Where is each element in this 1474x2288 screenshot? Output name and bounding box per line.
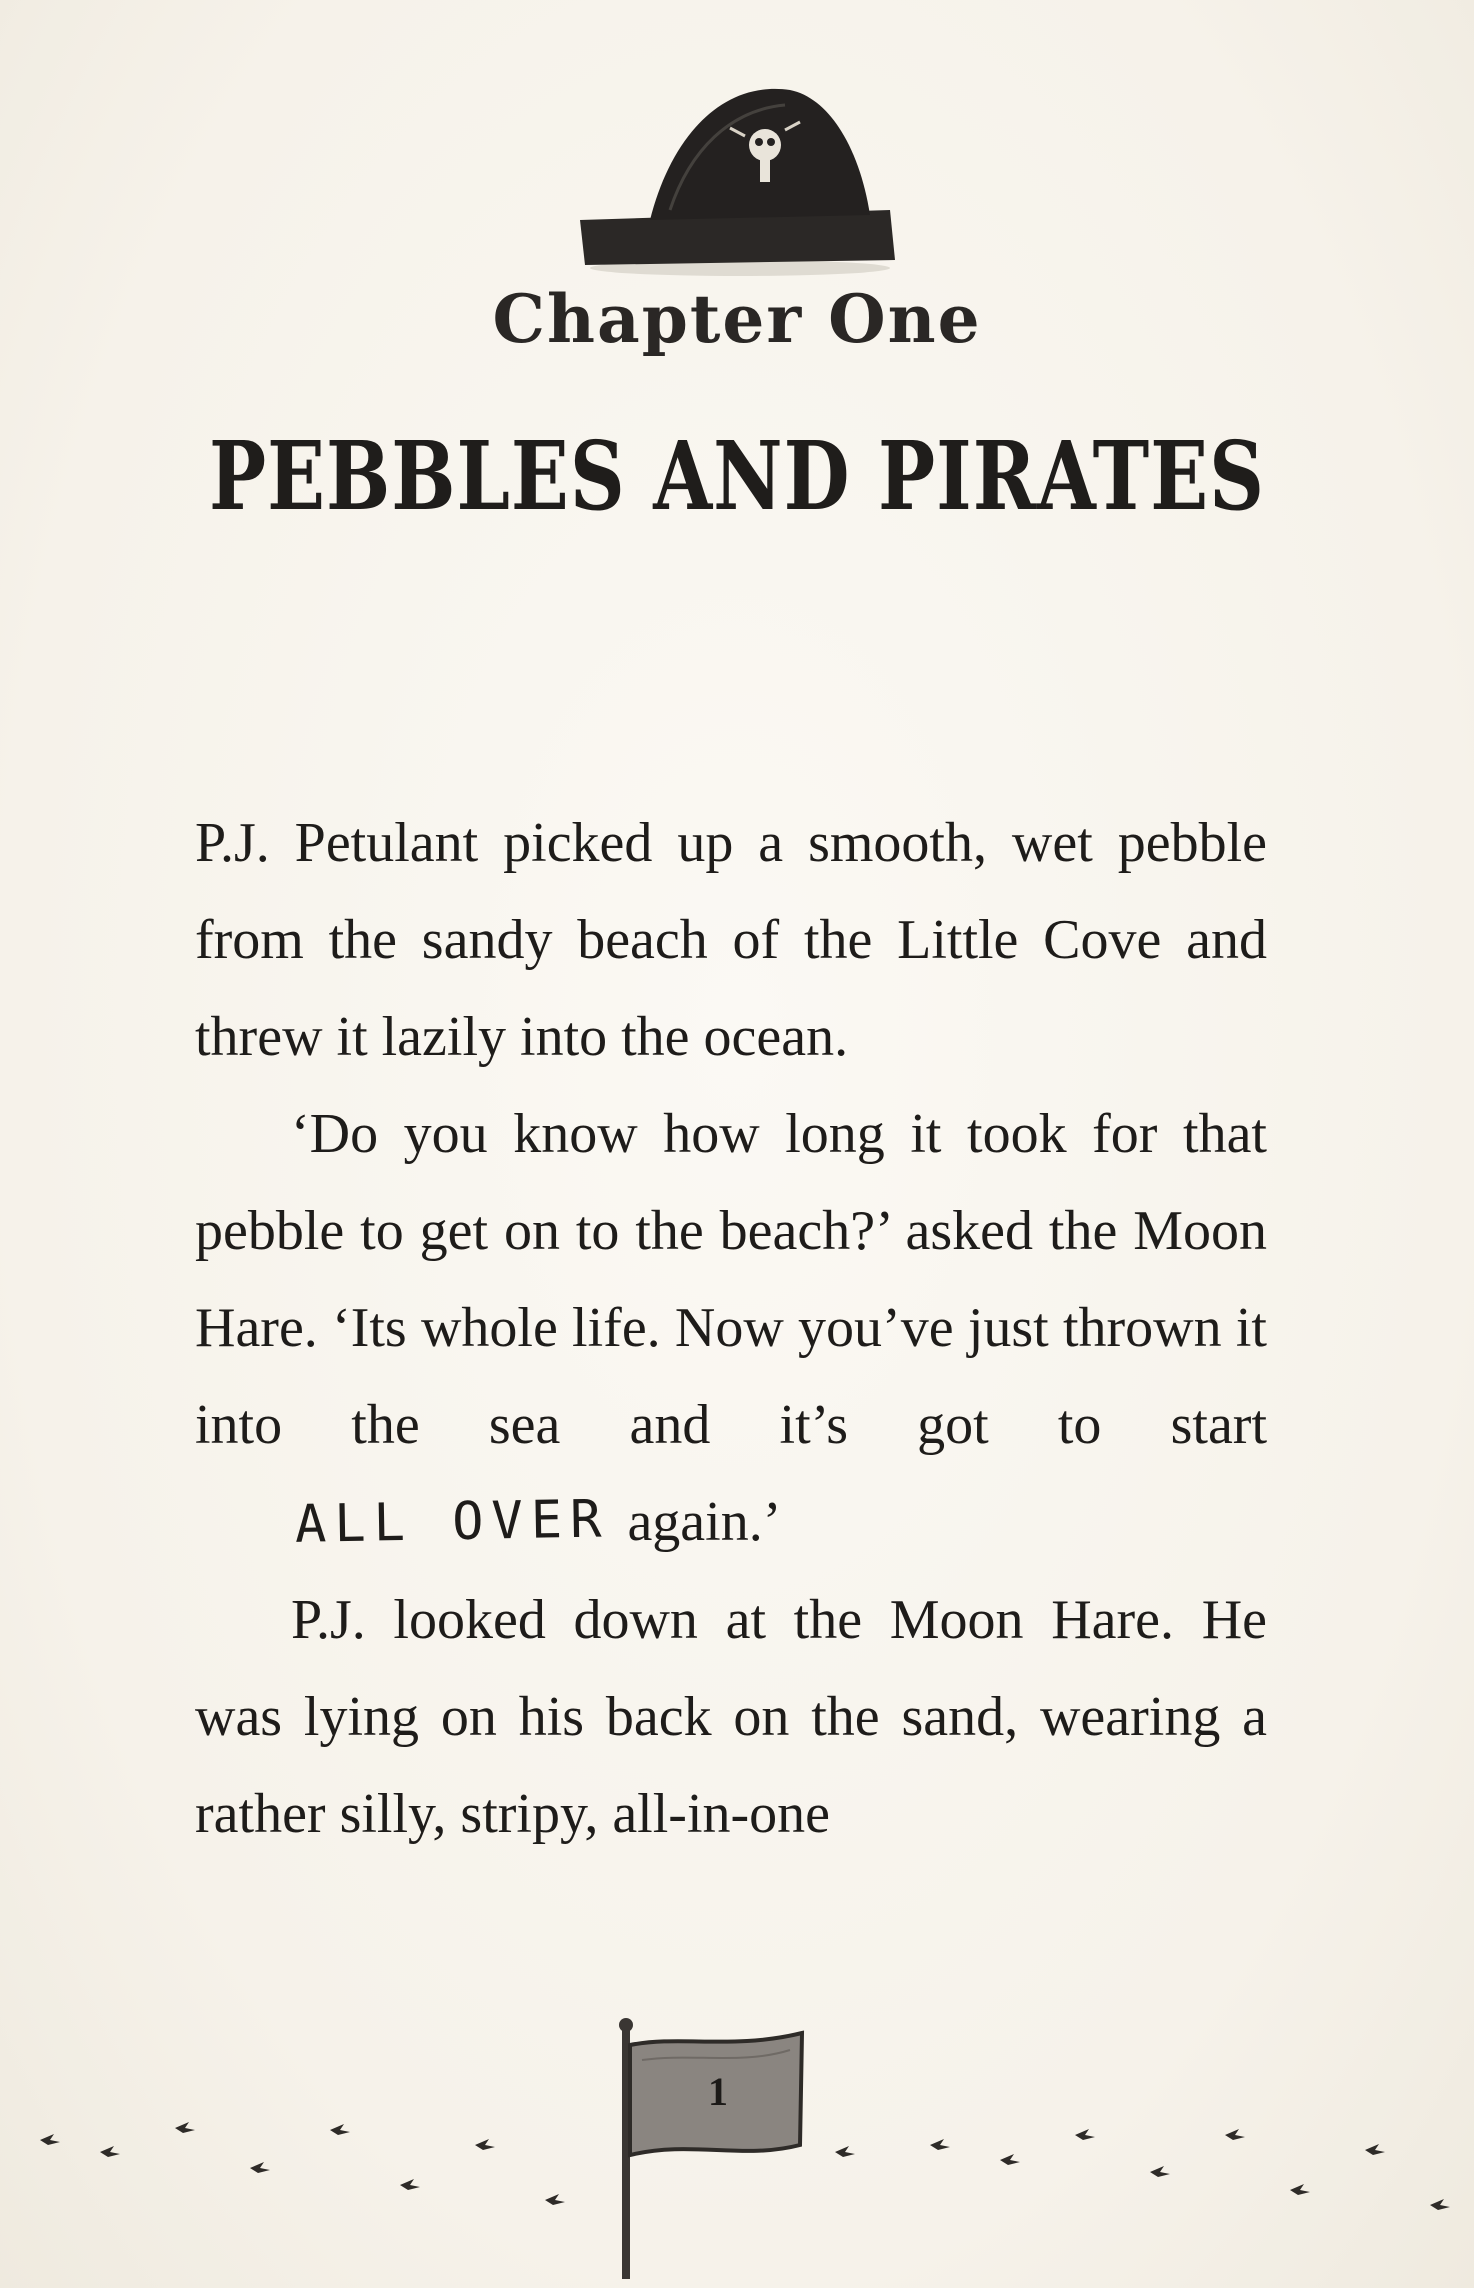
chapter-title: PEBBLES AND PIRATES xyxy=(208,420,1266,532)
stylized-text: ALL OVER xyxy=(294,1489,610,1555)
chapter-label: Chapter One xyxy=(492,280,982,358)
story-text xyxy=(195,795,1267,1863)
paragraph-3: P.J. looked down at the Moon Hare. He was lying on his back on the sand, wearing a rather silly, stripy, all-in-one xyxy=(195,1589,1267,1845)
page-number: 1 xyxy=(708,2069,728,2114)
pirate-hat-icon xyxy=(560,70,920,280)
flag-icon xyxy=(612,2015,812,2285)
paragraph-1: P.J. Petulant picked up a smooth, wet pebble from the sandy beach of the Little Cove and threw it lazily into the ocean. xyxy=(195,812,1267,1068)
paragraph-2-end: again.’ xyxy=(627,1491,782,1553)
paragraph-2-text: ‘Do you know how long it took for that pebble to get on to the beach?’ asked the Moon Hare. ‘Its whole life. Now you’ve just thrown it into the sea and it’s got to start xyxy=(195,1103,1267,1456)
paragraph-2 xyxy=(195,1086,1267,1572)
